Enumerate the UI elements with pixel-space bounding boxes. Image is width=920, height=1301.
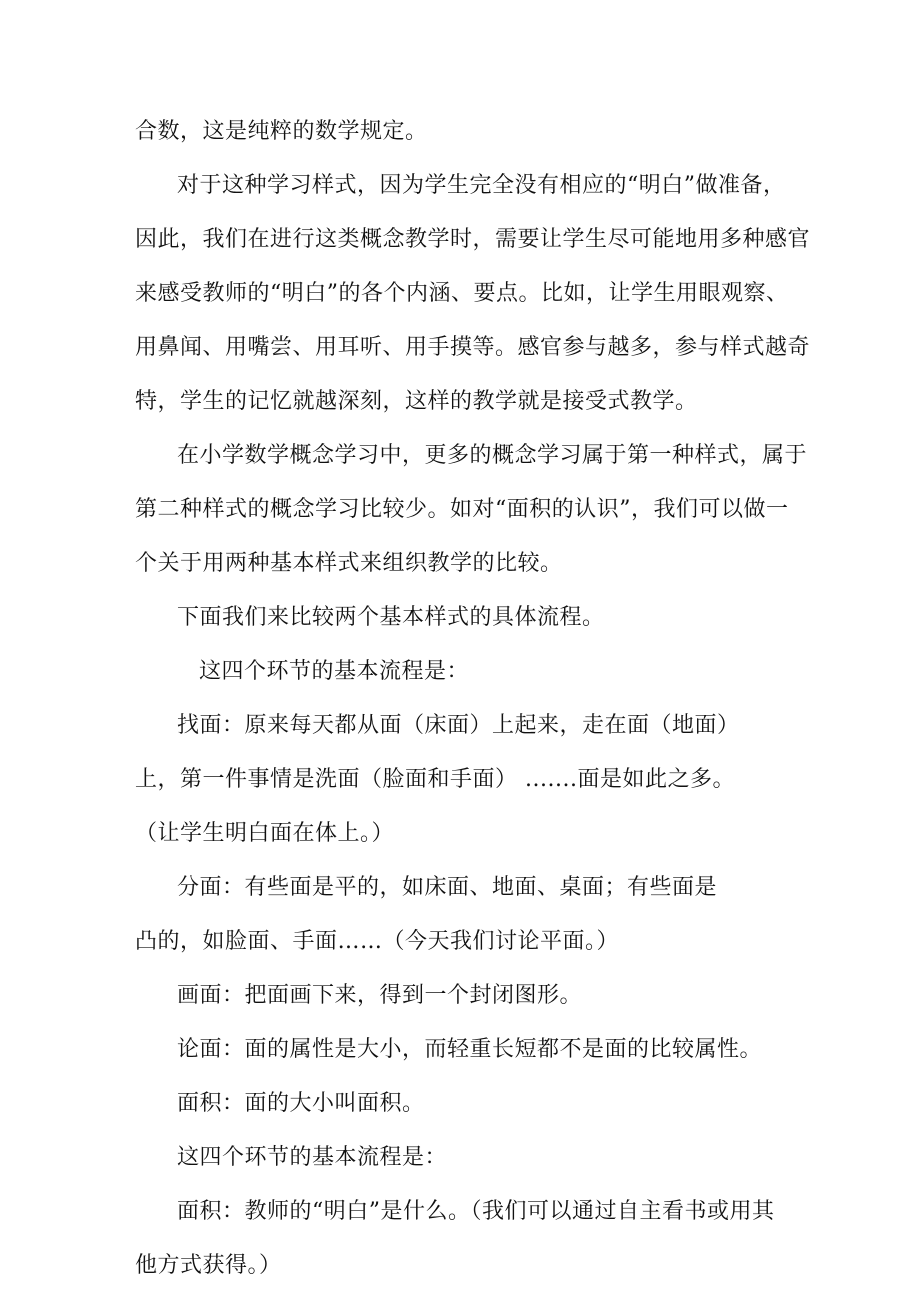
text-line: 分面：有些面是平的，如床面、地面、桌面；有些面是 <box>177 875 718 900</box>
text-line: 合数，这是纯粹的数学规定。 <box>135 119 428 144</box>
text-line: 下面我们来比较两个基本样式的具体流程。 <box>177 605 605 630</box>
text-line: 第二种样式的概念学习比较少。如对“面积的认识”，我们可以做一 <box>135 497 789 522</box>
text-line: 对于这种学习样式，因为学生完全没有相应的“明白”做准备， <box>177 173 786 198</box>
text-line: 个关于用两种基本样式来组织教学的比较。 <box>135 551 563 576</box>
text-line: 他方式获得。） <box>135 1253 282 1278</box>
text-line: 用鼻闻、用嘴尝、用耳听、用手摸等。感官参与越多，参与样式越奇 <box>135 335 811 360</box>
text-line: 来感受教师的“明白”的各个内涵、要点。比如，让学生用眼观察、 <box>135 281 789 306</box>
text-line: 这四个环节的基本流程是： <box>177 1145 448 1170</box>
text-line: 这四个环节的基本流程是： <box>199 659 470 684</box>
text-line: 在小学数学概念学习中，更多的概念学习属于第一种样式，属于 <box>177 443 808 468</box>
text-line: 找面：原来每天都从面（床面）上起来，走在面（地面） <box>177 713 740 738</box>
text-line: 凸的，如脸面、手面……（今天我们讨论平面。） <box>135 929 620 954</box>
text-line: 面积：面的大小叫面积。 <box>177 1091 425 1116</box>
text-line: （让学生明白面在体上。） <box>135 821 395 846</box>
text-line: 论面：面的属性是大小，而轻重长短都不是面的比较属性。 <box>177 1037 763 1062</box>
text-line: 特，学生的记忆就越深刻，这样的教学就是接受式教学。 <box>135 389 698 414</box>
text-line: 因此，我们在进行这类概念教学时，需要让学生尽可能地用多种感官 <box>135 227 811 252</box>
text-line: 画面：把面画下来，得到一个封闭图形。 <box>177 983 583 1008</box>
text-line: 面积：教师的“明白”是什么。（我们可以通过自主看书或用其 <box>177 1199 775 1224</box>
text-line: 上，第一件事情是洗面（脸面和手面） .......面是如此之多。 <box>135 767 735 792</box>
